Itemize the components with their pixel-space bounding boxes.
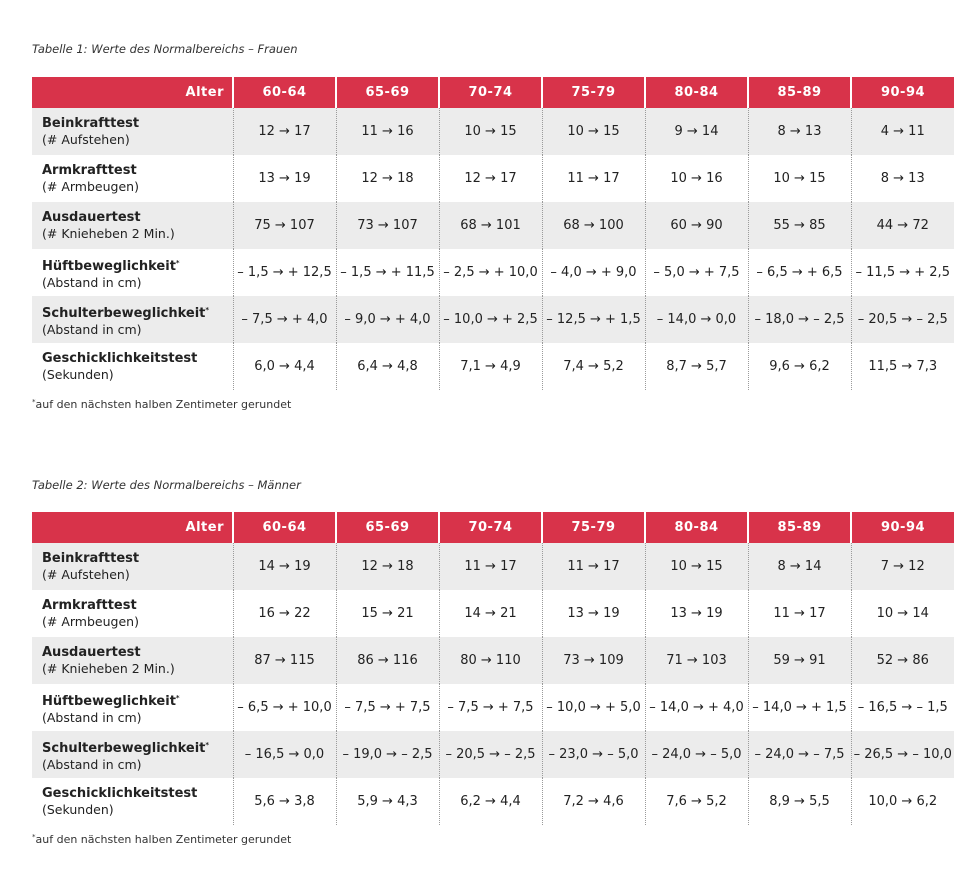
range-value-cell: 5,9 → 4,3: [336, 778, 439, 825]
test-label-cell: [32, 590, 233, 637]
test-unit: (# Aufstehen): [42, 131, 130, 147]
range-value-cell: 44 → 72: [851, 202, 954, 249]
test-name-text: Ausdauertest: [42, 209, 141, 225]
range-value-cell: 87 → 115: [233, 637, 336, 684]
range-value-cell: 10 → 15: [645, 543, 748, 590]
range-value-cell: – 10,0 → + 2,5: [439, 296, 542, 343]
range-value-cell: – 6,5 → + 6,5: [748, 249, 851, 296]
test-name: [42, 255, 233, 275]
test-name: [42, 598, 233, 614]
footnote-star: *: [32, 833, 36, 841]
range-value-cell: 11 → 17: [542, 543, 645, 590]
range-value-cell: 14 → 19: [233, 543, 336, 590]
range-value-cell: 6,0 → 4,4: [233, 343, 336, 390]
table-women: [32, 77, 954, 390]
age-group-header: 60-64: [233, 512, 336, 543]
test-name-text: Schulterbeweglichkeit: [42, 740, 206, 756]
test-label-cell: [32, 343, 233, 390]
test-unit: (# Armbeugen): [42, 613, 139, 629]
test-unit: (Abstand in cm): [42, 709, 142, 725]
test-name-text: Armkrafttest: [42, 162, 137, 178]
test-label-cell: [32, 202, 233, 249]
range-value-cell: 7,1 → 4,9: [439, 343, 542, 390]
test-unit: (# Aufstehen): [42, 566, 130, 582]
alter-header: Alter: [32, 512, 233, 543]
range-value-cell: 5,6 → 3,8: [233, 778, 336, 825]
range-value-cell: 16 → 22: [233, 590, 336, 637]
range-value-cell: – 24,0 → – 5,0: [645, 731, 748, 778]
range-value-cell: – 5,0 → + 7,5: [645, 249, 748, 296]
range-value-cell: – 16,5 → – 1,5: [851, 684, 954, 731]
range-value-cell: 60 → 90: [645, 202, 748, 249]
range-value-cell: 71 → 103: [645, 637, 748, 684]
table-header-row: [32, 512, 954, 543]
test-name: [42, 210, 233, 226]
table-row: [32, 249, 954, 296]
range-value-cell: 9 → 14: [645, 108, 748, 155]
table-row: [32, 296, 954, 343]
test-unit: (# Knieheben 2 Min.): [42, 660, 175, 676]
test-label-cell: [32, 296, 233, 343]
range-value-cell: 7,2 → 4,6: [542, 778, 645, 825]
range-value-cell: 52 → 86: [851, 637, 954, 684]
range-value-cell: 7,4 → 5,2: [542, 343, 645, 390]
range-value-cell: – 1,5 → + 12,5: [233, 249, 336, 296]
range-value-cell: 10 → 16: [645, 155, 748, 202]
test-name: [42, 645, 233, 661]
table-header-row: [32, 77, 954, 108]
range-value-cell: 11,5 → 7,3: [851, 343, 954, 390]
test-name: [42, 302, 233, 322]
range-value-cell: 8 → 14: [748, 543, 851, 590]
test-label-cell: [32, 684, 233, 731]
range-value-cell: 9,6 → 6,2: [748, 343, 851, 390]
range-value-cell: – 7,5 → + 4,0: [233, 296, 336, 343]
range-value-cell: 73 → 109: [542, 637, 645, 684]
range-value-cell: 75 → 107: [233, 202, 336, 249]
footnote-marker: *: [175, 258, 180, 267]
footnote-marker: *: [205, 305, 210, 314]
table-row: [32, 543, 954, 590]
range-value-cell: 8,9 → 5,5: [748, 778, 851, 825]
test-name-text: Schulterbeweglichkeit: [42, 305, 206, 321]
table-1-caption: Tabelle 1: Werte des Normalbereichs – Frauen: [32, 42, 298, 56]
age-group-header: 90-94: [851, 512, 954, 543]
test-name: [42, 116, 233, 132]
range-value-cell: – 26,5 → – 10,0: [851, 731, 954, 778]
age-group-header: 60-64: [233, 77, 336, 108]
range-value-cell: – 12,5 → + 1,5: [542, 296, 645, 343]
range-value-cell: – 11,5 → + 2,5: [851, 249, 954, 296]
test-label-cell: [32, 155, 233, 202]
table-row: [32, 202, 954, 249]
range-value-cell: – 1,5 → + 11,5: [336, 249, 439, 296]
range-value-cell: – 2,5 → + 10,0: [439, 249, 542, 296]
range-value-cell: 68 → 101: [439, 202, 542, 249]
range-value-cell: – 7,5 → + 7,5: [439, 684, 542, 731]
footnote-marker: *: [205, 740, 210, 749]
range-value-cell: 13 → 19: [645, 590, 748, 637]
range-value-cell: 11 → 17: [439, 543, 542, 590]
range-value-cell: 12 → 17: [233, 108, 336, 155]
range-value-cell: 73 → 107: [336, 202, 439, 249]
test-name: [42, 786, 233, 802]
test-name: [42, 737, 233, 757]
range-value-cell: – 7,5 → + 7,5: [336, 684, 439, 731]
age-group-header: 80-84: [645, 77, 748, 108]
range-value-cell: – 16,5 → 0,0: [233, 731, 336, 778]
age-group-header: 75-79: [542, 512, 645, 543]
test-unit: (Abstand in cm): [42, 756, 142, 772]
age-group-header: 70-74: [439, 77, 542, 108]
age-group-header: 65-69: [336, 77, 439, 108]
table-row: [32, 731, 954, 778]
range-value-cell: – 23,0 → – 5,0: [542, 731, 645, 778]
table-1-footnote: [32, 398, 291, 411]
age-group-header: 75-79: [542, 77, 645, 108]
test-name: [42, 690, 233, 710]
range-value-cell: – 24,0 → – 7,5: [748, 731, 851, 778]
table-row: [32, 590, 954, 637]
range-value-cell: 10,0 → 6,2: [851, 778, 954, 825]
test-name-text: Hüftbeweglichkeit: [42, 258, 176, 274]
test-unit: (Sekunden): [42, 366, 114, 382]
test-unit: (Sekunden): [42, 801, 114, 817]
table-2-footnote: [32, 833, 291, 846]
range-value-cell: – 19,0 → – 2,5: [336, 731, 439, 778]
test-unit: (Abstand in cm): [42, 321, 142, 337]
range-value-cell: 8 → 13: [748, 108, 851, 155]
test-label-cell: [32, 543, 233, 590]
range-value-cell: 10 → 14: [851, 590, 954, 637]
range-value-cell: 12 → 18: [336, 543, 439, 590]
test-label-cell: [32, 249, 233, 296]
table-men: [32, 512, 954, 825]
test-name: [42, 163, 233, 179]
range-value-cell: 10 → 15: [748, 155, 851, 202]
alter-header: Alter: [32, 77, 233, 108]
range-value-cell: – 9,0 → + 4,0: [336, 296, 439, 343]
table-row: [32, 108, 954, 155]
footnote-marker: *: [175, 693, 180, 702]
table-row: [32, 684, 954, 731]
range-value-cell: 7 → 12: [851, 543, 954, 590]
test-name-text: Beinkrafttest: [42, 115, 140, 131]
range-value-cell: 13 → 19: [233, 155, 336, 202]
range-value-cell: 10 → 15: [439, 108, 542, 155]
test-unit: (# Armbeugen): [42, 178, 139, 194]
test-name-text: Geschicklichkeitstest: [42, 785, 198, 801]
range-value-cell: – 14,0 → + 1,5: [748, 684, 851, 731]
range-value-cell: – 6,5 → + 10,0: [233, 684, 336, 731]
range-value-cell: 6,2 → 4,4: [439, 778, 542, 825]
range-value-cell: 12 → 18: [336, 155, 439, 202]
range-value-cell: 6,4 → 4,8: [336, 343, 439, 390]
age-group-header: 90-94: [851, 77, 954, 108]
range-value-cell: – 10,0 → + 5,0: [542, 684, 645, 731]
range-value-cell: 14 → 21: [439, 590, 542, 637]
range-value-cell: – 20,5 → – 2,5: [851, 296, 954, 343]
age-group-header: 70-74: [439, 512, 542, 543]
test-name-text: Armkrafttest: [42, 597, 137, 613]
test-name-text: Beinkrafttest: [42, 550, 140, 566]
range-value-cell: 15 → 21: [336, 590, 439, 637]
test-name-text: Hüftbeweglichkeit: [42, 693, 176, 709]
range-value-cell: 8,7 → 5,7: [645, 343, 748, 390]
range-value-cell: 11 → 16: [336, 108, 439, 155]
range-value-cell: 8 → 13: [851, 155, 954, 202]
range-value-cell: – 14,0 → 0,0: [645, 296, 748, 343]
footnote-text: auf den nächsten halben Zentimeter gerundet: [35, 833, 292, 846]
range-value-cell: 12 → 17: [439, 155, 542, 202]
age-group-header: 65-69: [336, 512, 439, 543]
test-name-text: Geschicklichkeitstest: [42, 350, 198, 366]
range-value-cell: 80 → 110: [439, 637, 542, 684]
range-value-cell: – 4,0 → + 9,0: [542, 249, 645, 296]
test-name-text: Ausdauertest: [42, 644, 141, 660]
age-group-header: 80-84: [645, 512, 748, 543]
table-row: [32, 637, 954, 684]
test-unit: (Abstand in cm): [42, 274, 142, 290]
range-value-cell: – 14,0 → + 4,0: [645, 684, 748, 731]
range-value-cell: 59 → 91: [748, 637, 851, 684]
footnote-star: *: [32, 398, 36, 406]
range-value-cell: 11 → 17: [748, 590, 851, 637]
test-name: [42, 351, 233, 367]
test-name: [42, 551, 233, 567]
range-value-cell: 10 → 15: [542, 108, 645, 155]
range-value-cell: – 20,5 → – 2,5: [439, 731, 542, 778]
test-label-cell: [32, 731, 233, 778]
table-2-caption: Tabelle 2: Werte des Normalbereichs – Männer: [32, 478, 301, 492]
age-group-header: 85-89: [748, 512, 851, 543]
range-value-cell: – 18,0 → – 2,5: [748, 296, 851, 343]
table-row: [32, 778, 954, 825]
age-group-header: 85-89: [748, 77, 851, 108]
table-row: [32, 343, 954, 390]
range-value-cell: 68 → 100: [542, 202, 645, 249]
range-value-cell: 55 → 85: [748, 202, 851, 249]
test-label-cell: [32, 108, 233, 155]
test-unit: (# Knieheben 2 Min.): [42, 225, 175, 241]
table-row: [32, 155, 954, 202]
range-value-cell: 4 → 11: [851, 108, 954, 155]
range-value-cell: 13 → 19: [542, 590, 645, 637]
test-label-cell: [32, 637, 233, 684]
range-value-cell: 7,6 → 5,2: [645, 778, 748, 825]
footnote-text: auf den nächsten halben Zentimeter gerundet: [35, 398, 292, 411]
test-label-cell: [32, 778, 233, 825]
range-value-cell: 86 → 116: [336, 637, 439, 684]
range-value-cell: 11 → 17: [542, 155, 645, 202]
